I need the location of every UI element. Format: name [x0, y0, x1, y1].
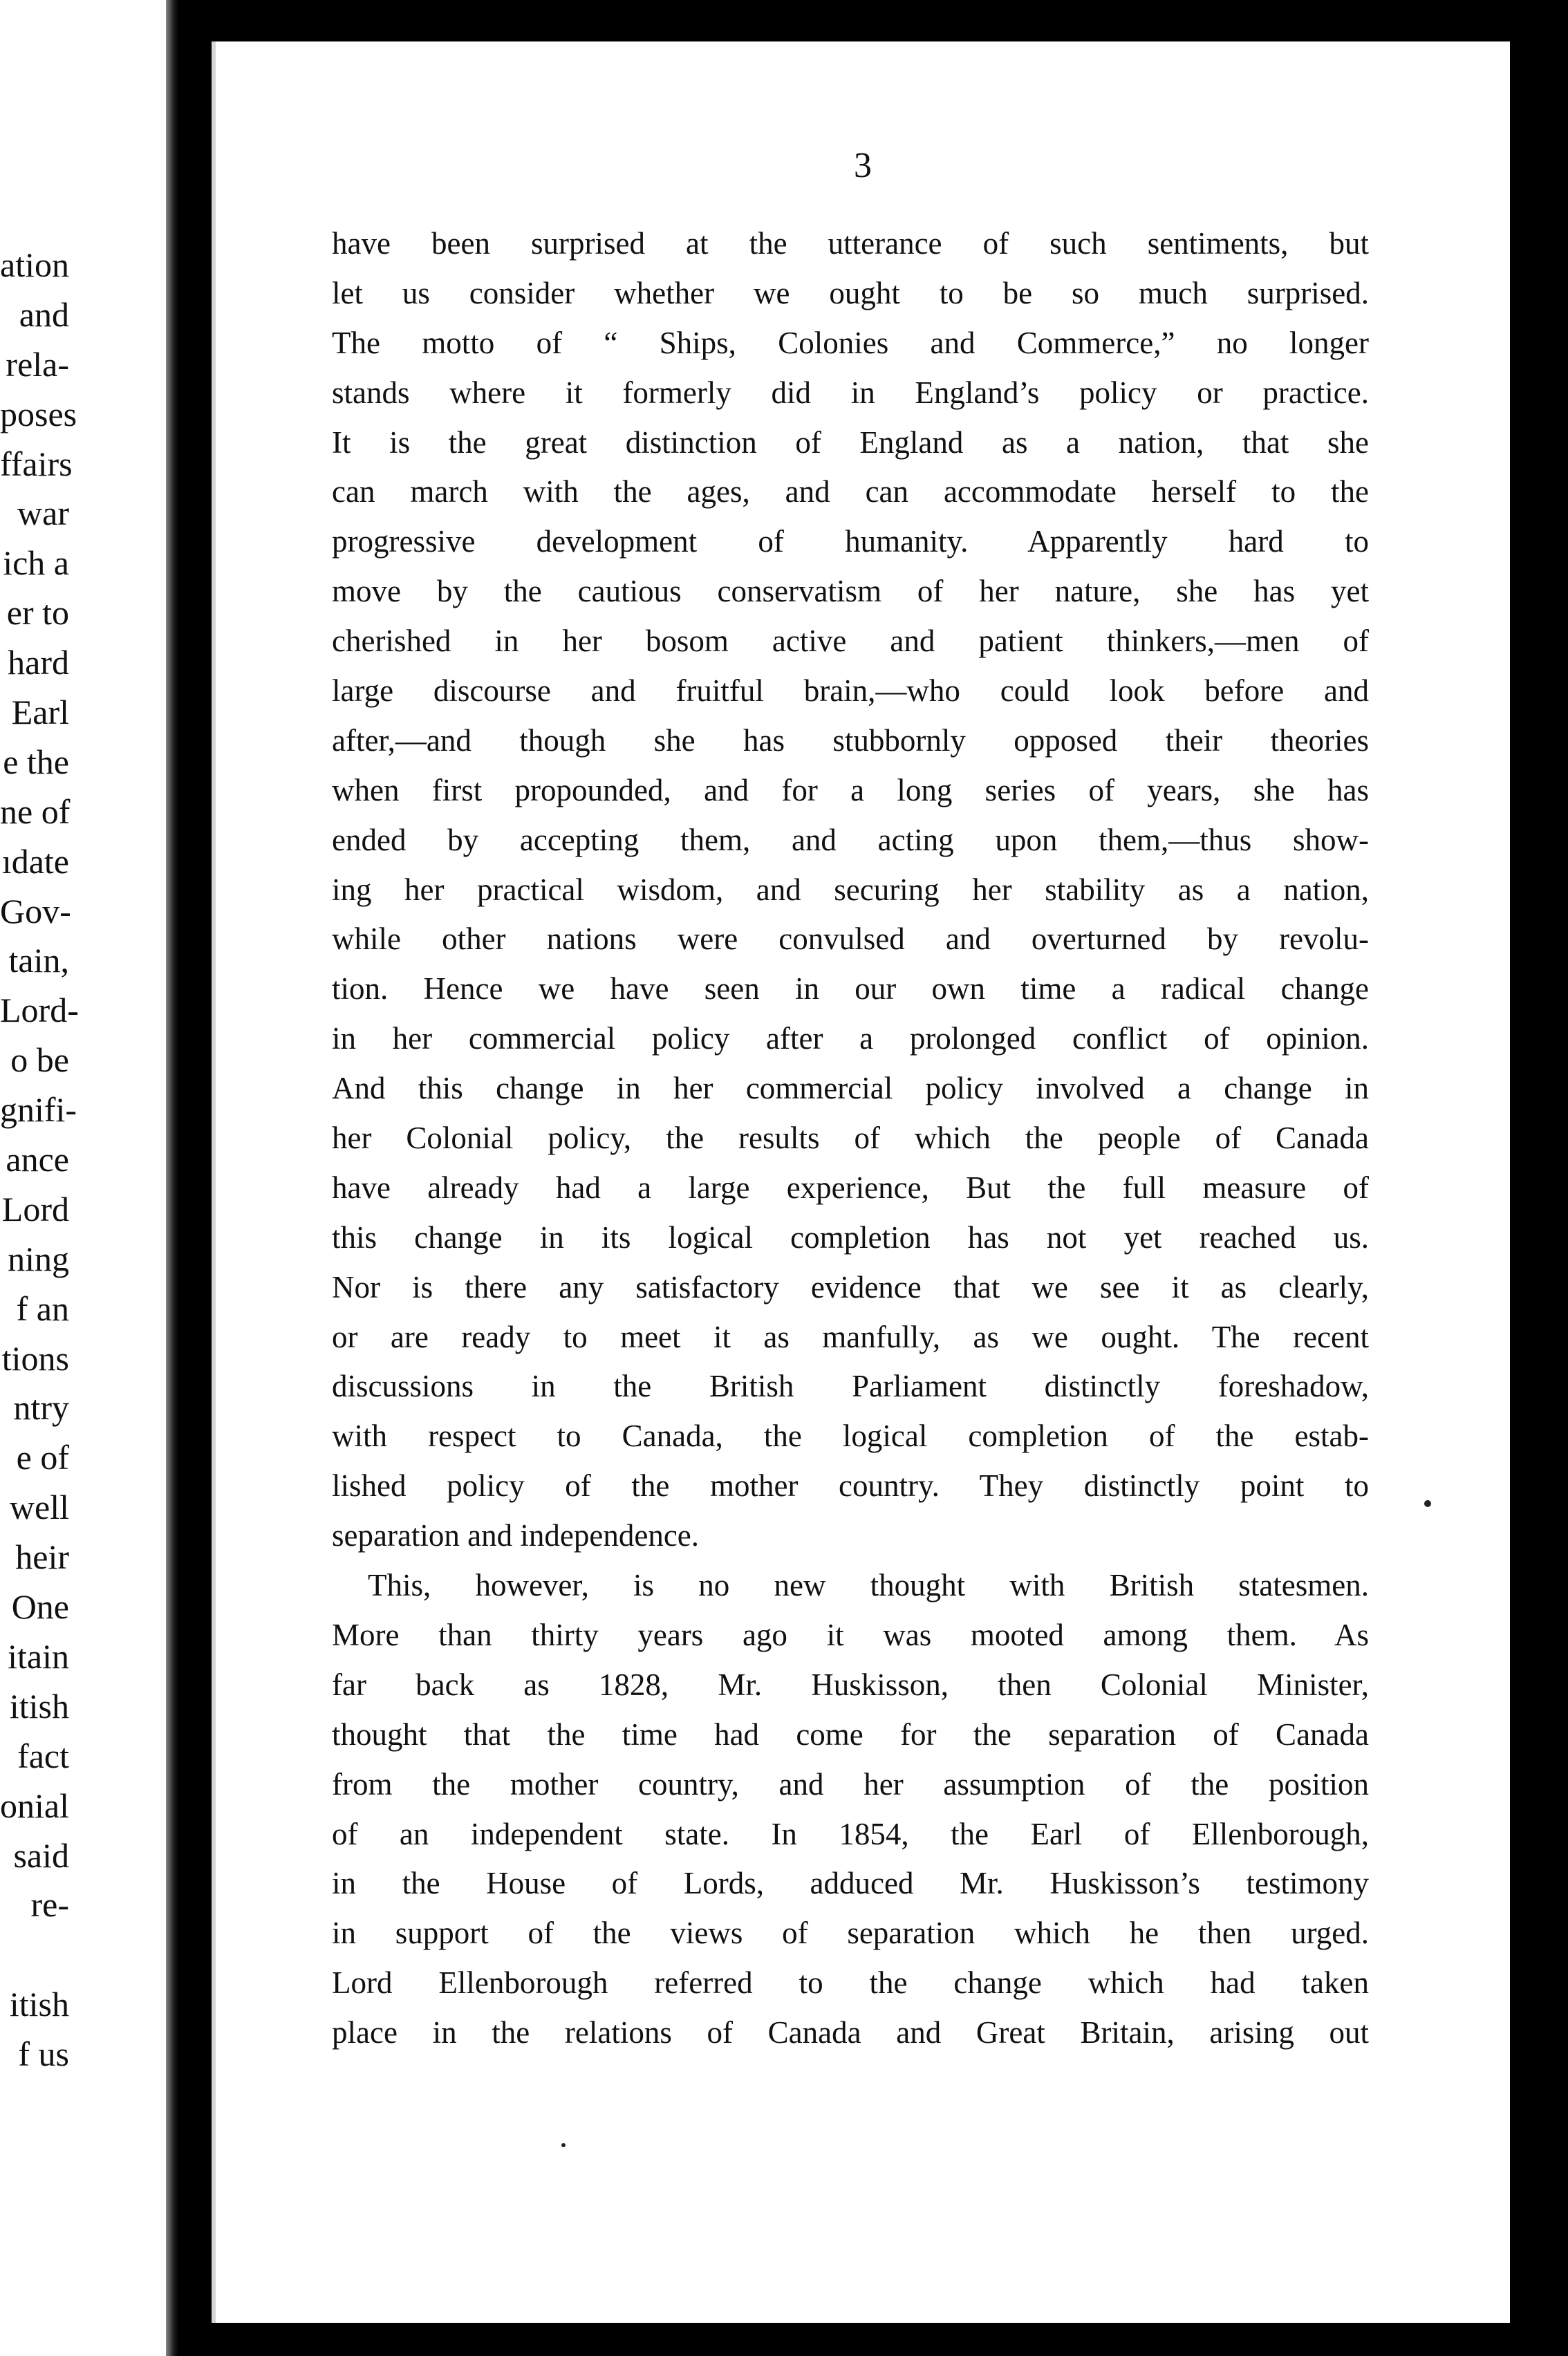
facing-page-line: re-	[30, 1885, 69, 1925]
facing-page-edge	[0, 0, 178, 2356]
facing-page-line: ıdate	[1, 841, 69, 881]
text-line: in her commercial policy after a prolonged conflict of opinion.	[332, 1021, 1369, 1056]
text-line: It is the great distinction of England as a nation, that she	[332, 424, 1369, 460]
facing-page-line: and	[19, 294, 69, 334]
facing-page-line: ntry	[13, 1388, 69, 1428]
text-line: This, however, is no new thought with British statesmen.	[368, 1568, 1369, 1603]
text-line: have been surprised at the utterance of such sentiments, but	[332, 226, 1369, 261]
text-line: let us consider whether we ought to be so much surprised.	[332, 275, 1369, 310]
text-line: move by the cautious conservatism of her nature, she has yet	[332, 574, 1369, 609]
text-line: or are ready to meet it as manfully, as we ought. The recent	[332, 1319, 1369, 1354]
facing-page-line: Lord	[1, 1189, 69, 1228]
facing-page-line: fact	[17, 1736, 69, 1775]
text-line: from the mother country, and her assumption of the position	[332, 1766, 1369, 1802]
text-line: can march with the ages, and can accommodate herself to the	[332, 474, 1369, 509]
facing-page-line: gnifi-	[0, 1090, 77, 1130]
book-page	[212, 41, 1510, 2323]
facing-page-line: war	[17, 494, 69, 533]
ink-speck	[1424, 1500, 1431, 1507]
text-line: large discourse and fruitful brain,—who could look before and	[332, 673, 1369, 709]
text-line: have already had a large experience, But the full measure of	[332, 1170, 1369, 1205]
text-line: cherished in her bosom active and patient thinkers,—men of	[332, 624, 1369, 659]
text-line: in support of the views of separation which he then urged.	[332, 1916, 1369, 1951]
text-line: of an independent state. In 1854, the Earl of Ellenborough,	[332, 1816, 1369, 1851]
text-line: with respect to Canada, the logical completion of the estab-	[332, 1419, 1369, 1454]
facing-page-line: ance	[6, 1140, 69, 1179]
paragraph-2	[332, 1561, 1369, 2058]
facing-page-line: onial	[0, 1786, 69, 1825]
facing-page-line: itain	[8, 1636, 69, 1676]
text-line: in the House of Lords, adduced Mr. Huskisson’s testimony	[332, 1866, 1369, 1901]
facing-page-line: e of	[16, 1438, 69, 1477]
paragraph-1	[332, 219, 1369, 1561]
facing-page-line: ich a	[3, 543, 69, 583]
facing-page-line: hard	[8, 643, 69, 682]
facing-page-line: f an	[16, 1289, 69, 1328]
text-line: Nor is there any satisfactory evidence that we see it as clearly,	[332, 1269, 1369, 1305]
facing-page-line: tain,	[8, 941, 69, 980]
facing-page-line: Earl	[11, 693, 69, 732]
facing-page-line: o be	[10, 1040, 69, 1080]
facing-page-line: One	[11, 1587, 69, 1627]
text-line: separation and independence.	[332, 1518, 700, 1553]
facing-page-line: er to	[6, 593, 69, 633]
facing-page-line: well	[9, 1488, 69, 1527]
text-line: far back as 1828, Mr. Huskisson, then Colonial Minister,	[332, 1667, 1369, 1702]
text-line: place in the relations of Canada and Great Britain, arising out	[332, 2015, 1369, 2050]
facing-page-line: itish	[9, 1985, 69, 2024]
facing-page-line: Gov-	[0, 891, 71, 931]
facing-page-line: ning	[8, 1239, 69, 1278]
text-line: when first propounded, and for a long series of years, she has	[332, 772, 1369, 807]
text-line: this change in its logical completion has not yet reached us.	[332, 1219, 1369, 1255]
facing-page-line: said	[13, 1835, 69, 1875]
facing-page-line: ation	[0, 245, 69, 284]
facing-page-line: tions	[1, 1338, 69, 1378]
facing-page-line: rela-	[6, 344, 69, 384]
text-line: discussions in the British Parliament distinctly foreshadow,	[332, 1369, 1369, 1404]
facing-page-line: e the	[3, 742, 69, 781]
text-line: And this change in her commercial policy involved a change in	[332, 1071, 1369, 1106]
facing-page-line: itish	[9, 1686, 69, 1726]
text-line: Lord Ellenborough referred to the change which had taken	[332, 1965, 1369, 2001]
facing-page-line: ne of	[0, 792, 71, 831]
text-line: lished policy of the mother country. They distinctly point to	[332, 1468, 1369, 1504]
facing-page-line: ffairs	[0, 444, 73, 483]
text-line: ing her practical wisdom, and securing her stability as a nation,	[332, 872, 1369, 907]
text-line: thought that the time had come for the separation of Canada	[332, 1717, 1369, 1752]
facing-page-line: f us	[18, 2035, 69, 2074]
text-line: while other nations were convulsed and overturned by revolu-	[332, 922, 1369, 957]
text-line: stands where it formerly did in England’s policy or practice.	[332, 375, 1369, 410]
text-line: More than thirty years ago it was mooted among them. As	[332, 1617, 1369, 1652]
text-line: ended by accepting them, and acting upon them,—thus show-	[332, 822, 1369, 857]
text-line: tion. Hence we have seen in our own time a radical change	[332, 971, 1369, 1007]
body-text	[332, 219, 1369, 2058]
page-number: 3	[854, 146, 872, 185]
binding-gutter	[166, 0, 178, 2356]
ink-speck	[561, 2143, 566, 2147]
facing-page-text	[0, 241, 79, 2079]
text-line: after,—and though she has stubbornly opposed their theories	[332, 722, 1369, 758]
facing-page-line: Lord-	[0, 991, 79, 1030]
text-line: The motto of “ Ships, Colonies and Commerce,” no longer	[332, 325, 1369, 360]
text-line: her Colonial policy, the results of which the people of Canada	[332, 1121, 1369, 1156]
facing-page-line: poses	[0, 394, 77, 433]
facing-page-line: heir	[15, 1537, 69, 1577]
text-line: progressive development of humanity. Apparently hard to	[332, 524, 1369, 559]
